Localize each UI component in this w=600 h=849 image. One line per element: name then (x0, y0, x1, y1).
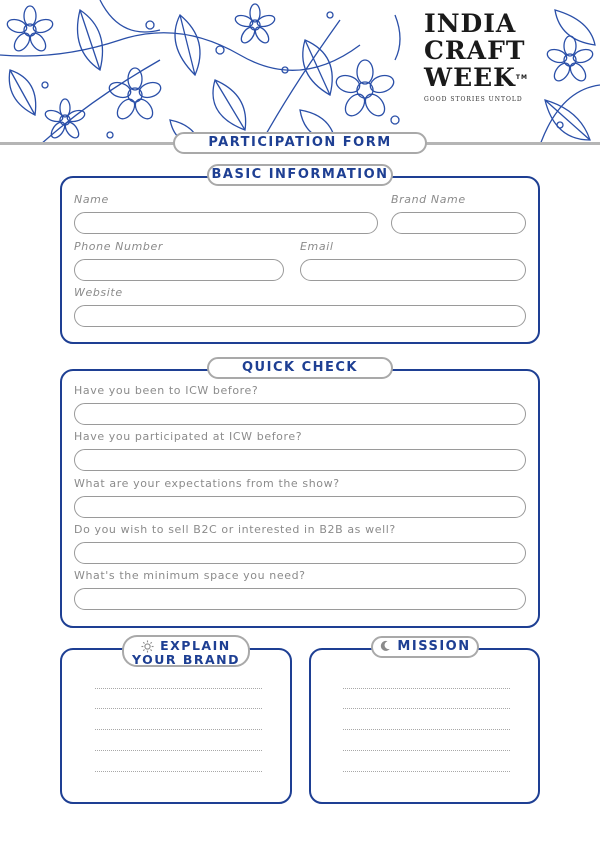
writing-line[interactable] (343, 688, 510, 689)
email-label: Email (300, 240, 334, 253)
brand-name-label: Brand Name (391, 193, 466, 206)
email-field[interactable] (300, 259, 526, 281)
mission-card (309, 648, 540, 804)
explain-brand-title (122, 635, 250, 667)
writing-line[interactable] (95, 729, 262, 730)
explain-brand-card (60, 648, 292, 804)
logo-text-week: WEEK™ (424, 63, 528, 92)
question-answer-field[interactable] (74, 588, 526, 610)
explain-title-line1: EXPLAIN (160, 638, 231, 653)
website-label: Website (74, 286, 123, 299)
logo-text-india: INDIA (424, 9, 517, 38)
quick-check-title: QUICK CHECK (207, 357, 393, 379)
logo-text-craft: CRAFT (424, 36, 526, 65)
logo-tagline: GOOD STORIES UNTOLD (424, 96, 523, 103)
writing-line[interactable] (95, 708, 262, 709)
form-title: PARTICIPATION FORM (173, 132, 427, 154)
question-label: Do you wish to sell B2C or interested in B2B as well? (74, 523, 396, 536)
moon-icon (379, 640, 391, 652)
phone-number-field[interactable] (74, 259, 284, 281)
writing-line[interactable] (95, 771, 262, 772)
question-answer-field[interactable] (74, 496, 526, 518)
mission-title-text: MISSION (397, 639, 471, 654)
trademark-mark: TM (515, 74, 528, 81)
question-label: What are your expectations from the show? (74, 477, 340, 490)
writing-line[interactable] (95, 750, 262, 751)
name-field[interactable] (74, 212, 378, 234)
writing-line[interactable] (95, 688, 262, 689)
question-label: Have you been to ICW before? (74, 384, 259, 397)
brand-name-field[interactable] (391, 212, 526, 234)
question-answer-field[interactable] (74, 542, 526, 564)
writing-line[interactable] (343, 708, 510, 709)
explain-title-line2: YOUR BRAND (131, 652, 241, 667)
question-label: Have you participated at ICW before? (74, 430, 303, 443)
question-label: What's the minimum space you need? (74, 569, 306, 582)
writing-line[interactable] (343, 750, 510, 751)
question-answer-field[interactable] (74, 449, 526, 471)
icw-logo (407, 0, 540, 120)
name-label: Name (74, 193, 109, 206)
website-field[interactable] (74, 305, 526, 327)
basic-information-title: BASIC INFORMATION (207, 164, 393, 186)
floral-banner (0, 0, 600, 145)
phone-number-label: Phone Number (74, 240, 163, 253)
question-answer-field[interactable] (74, 403, 526, 425)
writing-line[interactable] (343, 729, 510, 730)
mission-title (371, 636, 479, 658)
writing-line[interactable] (343, 771, 510, 772)
